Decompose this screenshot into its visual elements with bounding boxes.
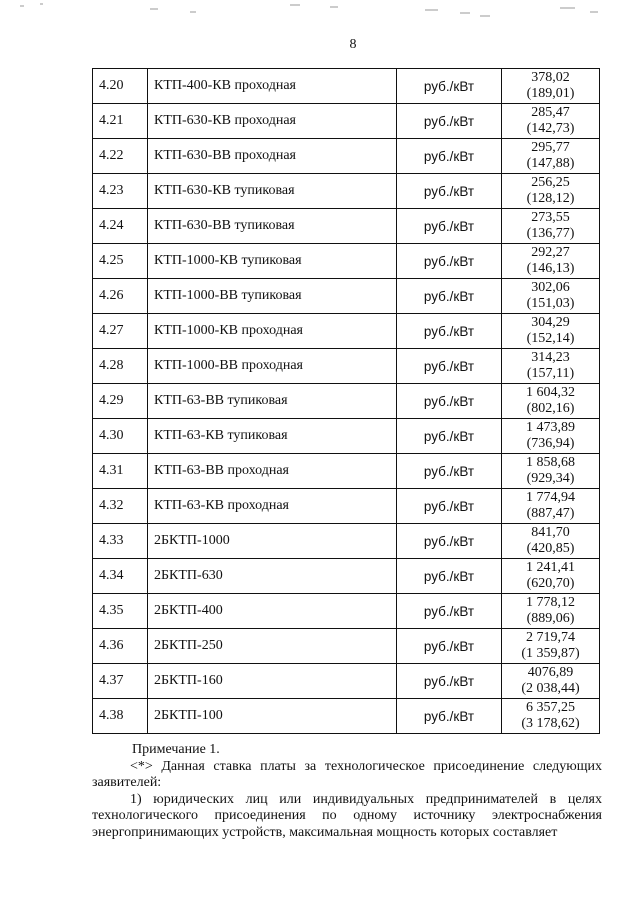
notes-section — [92, 742, 602, 841]
unit: руб./кВт — [397, 209, 502, 244]
table-row — [93, 629, 600, 664]
row-number: 4.31 — [93, 454, 148, 489]
item-name: КТП-1000-КВ проходная — [148, 314, 397, 349]
rate-cell — [502, 349, 600, 384]
rate-value-reduced: (157,11) — [526, 366, 575, 381]
table-row — [93, 174, 600, 209]
rate-value: 256,25 — [531, 175, 570, 190]
row-number: 4.34 — [93, 559, 148, 594]
item-name: 2БКТП-630 — [148, 559, 397, 594]
item-name: КТП-1000-ВВ проходная — [148, 349, 397, 384]
item-name: 2БКТП-100 — [148, 699, 397, 734]
rate-value-reduced: (802,16) — [526, 401, 575, 416]
rate-value: 1 858,68 — [526, 455, 575, 470]
rate-value: 6 357,25 — [526, 700, 575, 715]
rate-value-reduced: (2 038,44) — [521, 681, 580, 696]
rate-value-reduced: (420,85) — [526, 541, 575, 556]
row-number: 4.27 — [93, 314, 148, 349]
unit: руб./кВт — [397, 314, 502, 349]
table-row — [93, 419, 600, 454]
table-row — [93, 454, 600, 489]
unit: руб./кВт — [397, 454, 502, 489]
row-number: 4.36 — [93, 629, 148, 664]
row-number: 4.38 — [93, 699, 148, 734]
rate-value: 1 473,89 — [526, 420, 575, 435]
unit: руб./кВт — [397, 244, 502, 279]
rate-value-reduced: (929,34) — [526, 471, 575, 486]
rate-value: 273,55 — [531, 210, 570, 225]
rate-value: 302,06 — [531, 280, 570, 295]
rate-cell — [502, 104, 600, 139]
unit: руб./кВт — [397, 419, 502, 454]
rate-value: 314,23 — [531, 350, 570, 365]
rate-value-reduced: (189,01) — [526, 86, 575, 101]
item-name: КТП-630-КВ проходная — [148, 104, 397, 139]
table-row — [93, 699, 600, 734]
rate-cell — [502, 384, 600, 419]
rate-cell — [502, 279, 600, 314]
rate-value-reduced: (736,94) — [526, 436, 575, 451]
rate-cell — [502, 69, 600, 104]
rate-cell — [502, 244, 600, 279]
rate-cell — [502, 139, 600, 174]
rate-value: 378,02 — [531, 70, 570, 85]
row-number: 4.30 — [93, 419, 148, 454]
item-name: 2БКТП-400 — [148, 594, 397, 629]
unit: руб./кВт — [397, 69, 502, 104]
table-row — [93, 279, 600, 314]
table-row — [93, 524, 600, 559]
rate-value: 304,29 — [531, 315, 570, 330]
row-number: 4.25 — [93, 244, 148, 279]
unit: руб./кВт — [397, 104, 502, 139]
unit: руб./кВт — [397, 174, 502, 209]
item-name: КТП-63-ВВ тупиковая — [148, 384, 397, 419]
unit: руб./кВт — [397, 384, 502, 419]
row-number: 4.33 — [93, 524, 148, 559]
rate-value: 1 241,41 — [526, 560, 575, 575]
unit: руб./кВт — [397, 664, 502, 699]
item-name: 2БКТП-160 — [148, 664, 397, 699]
unit: руб./кВт — [397, 594, 502, 629]
rate-value-reduced: (136,77) — [526, 226, 575, 241]
item-name: КТП-630-КВ тупиковая — [148, 174, 397, 209]
rate-value: 1 774,94 — [526, 490, 575, 505]
rate-cell — [502, 419, 600, 454]
rate-value: 841,70 — [531, 525, 570, 540]
table-row — [93, 489, 600, 524]
unit: руб./кВт — [397, 699, 502, 734]
unit: руб./кВт — [397, 559, 502, 594]
rate-cell — [502, 174, 600, 209]
rate-cell — [502, 699, 600, 734]
rate-cell — [502, 559, 600, 594]
item-name: 2БКТП-1000 — [148, 524, 397, 559]
item-name: 2БКТП-250 — [148, 629, 397, 664]
table-row — [93, 384, 600, 419]
rate-value-reduced: (152,14) — [526, 331, 575, 346]
rate-cell — [502, 489, 600, 524]
rate-cell — [502, 594, 600, 629]
note-paragraph-1: <*> Данная ставка платы за технологическое присоединение следующих заявителей: — [92, 758, 602, 790]
rate-cell — [502, 629, 600, 664]
table-row — [93, 69, 600, 104]
rate-value-reduced: (1 359,87) — [521, 646, 580, 661]
unit: руб./кВт — [397, 489, 502, 524]
unit: руб./кВт — [397, 629, 502, 664]
rate-value-reduced: (147,88) — [526, 156, 575, 171]
row-number: 4.35 — [93, 594, 148, 629]
rate-value-reduced: (146,13) — [526, 261, 575, 276]
table-row — [93, 209, 600, 244]
table-row — [93, 139, 600, 174]
rate-value-reduced: (151,03) — [526, 296, 575, 311]
rate-cell — [502, 664, 600, 699]
rate-value: 295,77 — [531, 140, 570, 155]
rate-cell — [502, 524, 600, 559]
rate-value-reduced: (128,12) — [526, 191, 575, 206]
table-row — [93, 594, 600, 629]
unit: руб./кВт — [397, 524, 502, 559]
rate-cell — [502, 454, 600, 489]
row-number: 4.22 — [93, 139, 148, 174]
unit: руб./кВт — [397, 279, 502, 314]
rate-value-reduced: (3 178,62) — [521, 716, 580, 731]
rates-table-body — [93, 69, 600, 734]
table-row — [93, 314, 600, 349]
rate-cell — [502, 314, 600, 349]
rate-value: 1 604,32 — [526, 385, 575, 400]
table-row — [93, 349, 600, 384]
item-name: КТП-63-ВВ проходная — [148, 454, 397, 489]
rate-value-reduced: (620,70) — [526, 576, 575, 591]
rate-value-reduced: (889,06) — [526, 611, 575, 626]
table-row — [93, 104, 600, 139]
item-name: КТП-1000-КВ тупиковая — [148, 244, 397, 279]
row-number: 4.23 — [93, 174, 148, 209]
item-name: КТП-630-ВВ проходная — [148, 139, 397, 174]
rate-cell — [502, 209, 600, 244]
row-number: 4.20 — [93, 69, 148, 104]
rate-value: 2 719,74 — [526, 630, 575, 645]
item-name: КТП-1000-ВВ тупиковая — [148, 279, 397, 314]
row-number: 4.29 — [93, 384, 148, 419]
rate-value: 292,27 — [531, 245, 570, 260]
item-name: КТП-63-КВ тупиковая — [148, 419, 397, 454]
unit: руб./кВт — [397, 349, 502, 384]
row-number: 4.21 — [93, 104, 148, 139]
page-number: 8 — [349, 37, 357, 52]
scan-noise-marks — [0, 0, 640, 30]
rate-value-reduced: (887,47) — [526, 506, 575, 521]
rates-table — [92, 68, 600, 734]
rate-value: 4076,89 — [527, 665, 574, 680]
note-paragraph-2: 1) юридических лиц или индивидуальных предпринимателей в целях технологического присоединения по одному источнику электроснабжения энергопринимающих устройств, максимальная мощность которых составляет — [92, 791, 602, 840]
row-number: 4.37 — [93, 664, 148, 699]
item-name: КТП-630-ВВ тупиковая — [148, 209, 397, 244]
item-name: КТП-63-КВ проходная — [148, 489, 397, 524]
rate-value: 1 778,12 — [526, 595, 575, 610]
table-row — [93, 664, 600, 699]
row-number: 4.26 — [93, 279, 148, 314]
unit: руб./кВт — [397, 139, 502, 174]
row-number: 4.24 — [93, 209, 148, 244]
rate-value: 285,47 — [531, 105, 570, 120]
note-title: Примечание 1. — [132, 742, 220, 757]
row-number: 4.32 — [93, 489, 148, 524]
table-row — [93, 559, 600, 594]
row-number: 4.28 — [93, 349, 148, 384]
table-row — [93, 244, 600, 279]
rate-value-reduced: (142,73) — [526, 121, 575, 136]
item-name: КТП-400-КВ проходная — [148, 69, 397, 104]
